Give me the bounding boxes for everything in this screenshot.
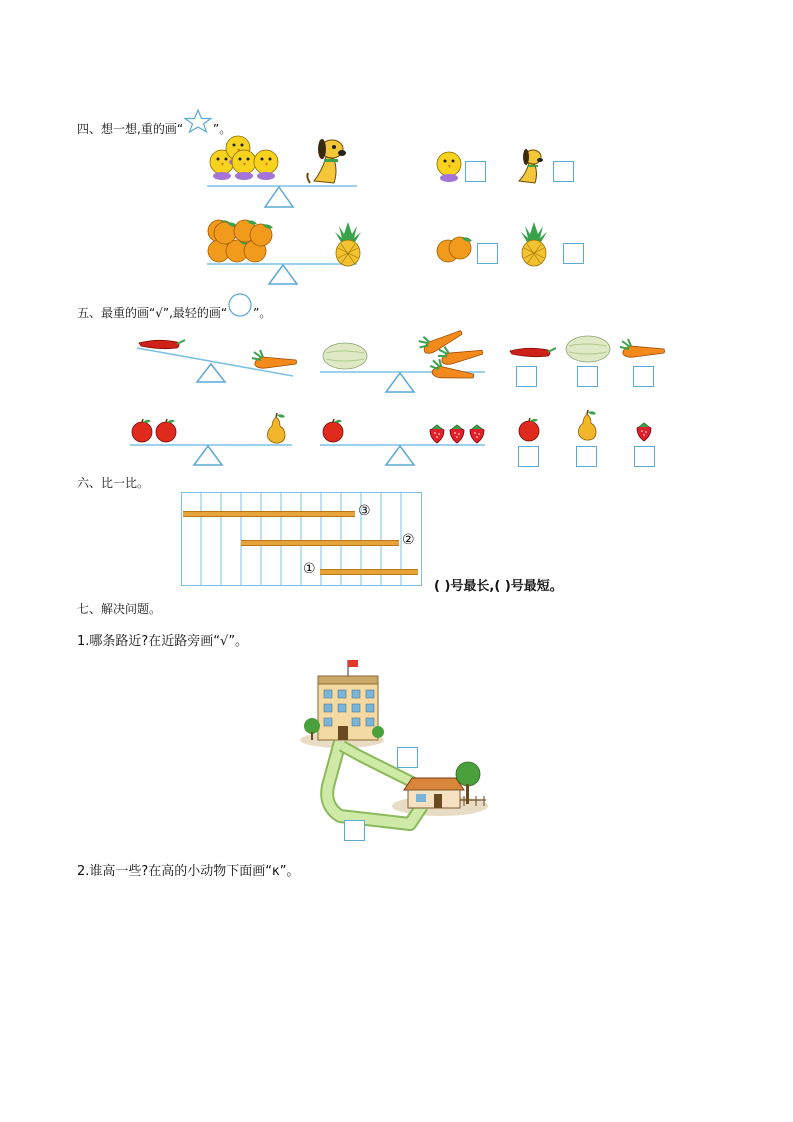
balance-scale-5 (130, 443, 300, 473)
bar-1-label: ① (303, 561, 316, 577)
section-4-title-before: 四、想一想,重的画“ (77, 122, 184, 136)
section-7-title: 七、解决问题。 (77, 602, 162, 616)
chick-icon (208, 138, 278, 186)
pear-icon (575, 410, 599, 442)
section-6-title: 六、比一比。 (77, 476, 150, 490)
answer-box-short-route[interactable] (397, 747, 418, 768)
star-icon (183, 115, 213, 137)
balance-scale-6 (320, 443, 490, 473)
strawberry-icon (428, 424, 488, 446)
answer-box-cabbage[interactable] (577, 366, 598, 387)
dog-icon (513, 148, 545, 186)
carrot-icon (620, 341, 666, 363)
orange-icon (436, 236, 472, 264)
pear-icon (264, 413, 288, 445)
chick-icon (435, 150, 461, 184)
building-icon (318, 660, 378, 740)
answer-box-pear[interactable] (576, 446, 597, 467)
carrot-icon (252, 352, 298, 374)
orange-icon (207, 219, 271, 265)
answer-box-chick[interactable] (465, 161, 486, 182)
answer-box-carrot[interactable] (633, 366, 654, 387)
answer-box-chili[interactable] (516, 366, 537, 387)
section-5-title-after: ”。 (253, 306, 272, 320)
apple-icon (518, 418, 542, 444)
bar-2-label: ② (402, 532, 415, 548)
section-5-title (77, 303, 271, 321)
bar-3 (183, 511, 355, 517)
section-4-title (77, 115, 231, 137)
answer-box-strawberry[interactable] (634, 446, 655, 467)
cabbage-icon (322, 341, 368, 371)
bar-3-label: ③ (358, 503, 371, 519)
section-6-answer[interactable]: ( )号最长,( )号最短。 (434, 579, 563, 594)
question-1: 1.哪条路近?在近路旁画“√”。 (77, 634, 249, 649)
apple-icon (131, 419, 181, 445)
answer-box-dog[interactable] (553, 161, 574, 182)
answer-box-apple[interactable] (518, 446, 539, 467)
apple-icon (322, 419, 346, 445)
question-2: 2.谁高一些?在高的小动物下面画“κ”。 (77, 864, 300, 879)
chili-icon (508, 344, 558, 360)
chili-icon (137, 336, 187, 352)
carrot-icon (417, 324, 487, 372)
section-5-title-before: 五、最重的画“√”,最轻的画“ (77, 306, 228, 320)
pineapple-icon (333, 222, 363, 266)
answer-box-pineapple[interactable] (563, 243, 584, 264)
bar-2 (241, 540, 399, 546)
strawberry-icon (635, 422, 655, 444)
balance-scale-2 (207, 262, 367, 292)
pineapple-icon (519, 222, 549, 266)
bar-1 (320, 569, 418, 575)
dog-icon (304, 137, 350, 187)
section-4-title-after: ”。 (213, 122, 232, 136)
answer-box-long-route[interactable] (344, 820, 365, 841)
answer-box-orange[interactable] (477, 243, 498, 264)
cabbage-icon (565, 334, 611, 364)
circle-icon (227, 303, 253, 321)
